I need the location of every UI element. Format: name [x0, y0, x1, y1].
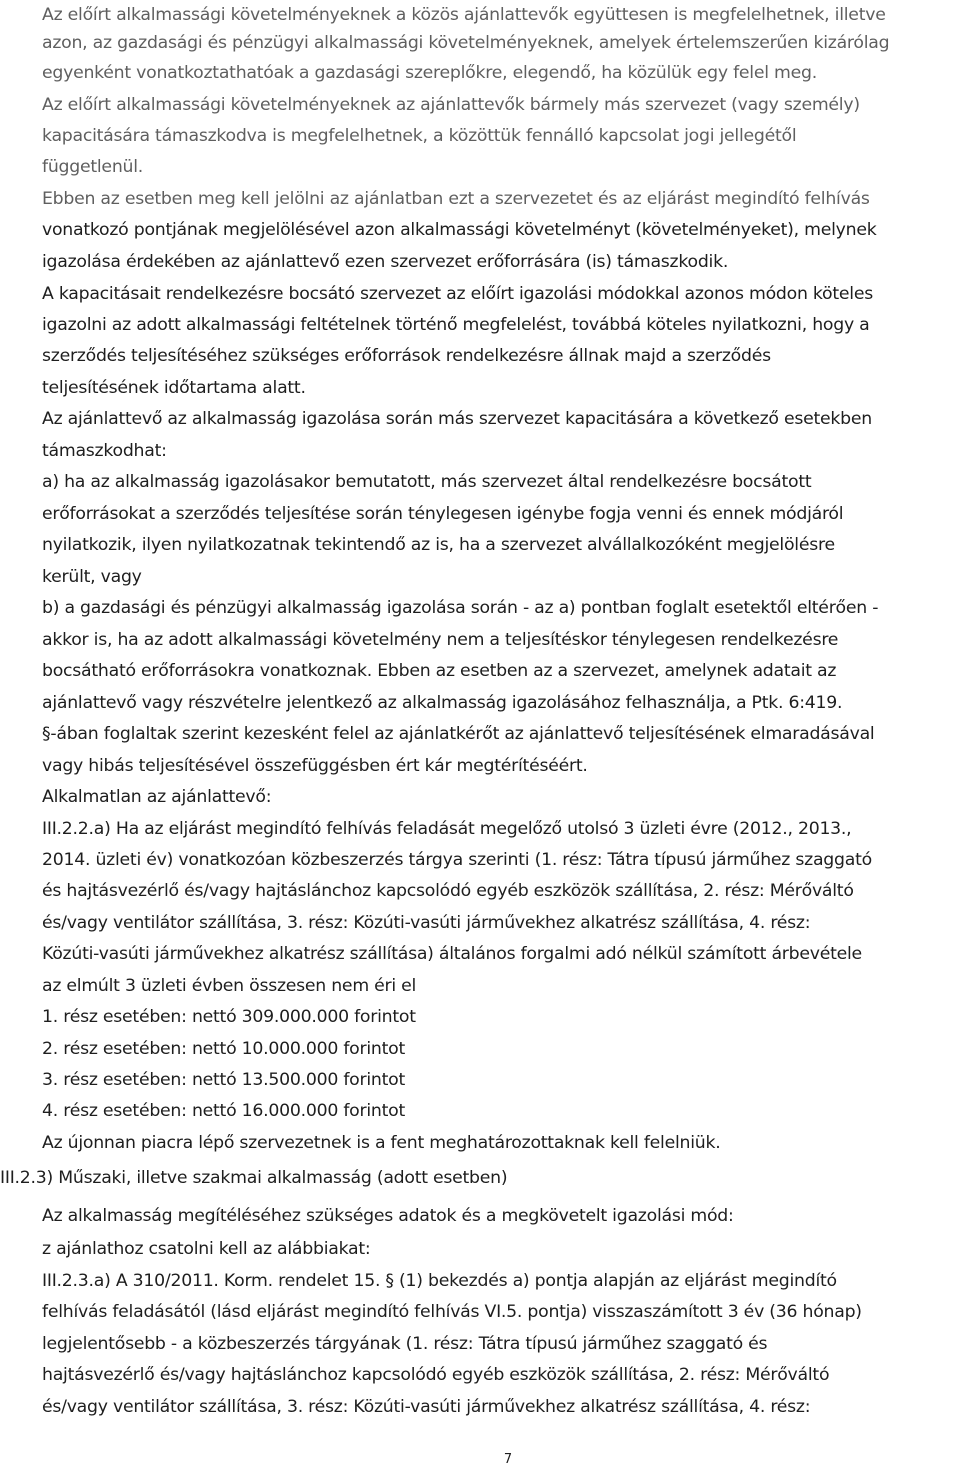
text-line: legjelentősebb - a közbeszerzés tárgyának (1. rész: Tátra típusú járműhez szaggató és [42, 1334, 768, 1354]
text-line: Az újonnan piacra lépő szervezetnek is a fent meghatározottaknak kell felelniük. [42, 1133, 721, 1153]
text-line: 4. rész esetében: nettó 16.000.000 forintot [42, 1101, 405, 1121]
text-line: z ajánlathoz csatolni kell az alábbiakat: [42, 1239, 371, 1259]
text-line: Az előírt alkalmassági követelményeknek az ajánlattevők bármely más szervezet (vagy személy) [42, 95, 860, 115]
text-line: az elmúlt 3 üzleti évben összesen nem éri el [42, 976, 417, 996]
text-line: erőforrásokat a szerződés teljesítése során ténylegesen igénybe fogja venni és ennek módjáról [42, 504, 844, 524]
text-line: 1. rész esetében: nettó 309.000.000 forintot [42, 1007, 416, 1027]
text-line: §-ában foglaltak szerint kezesként felel az ajánlatkérőt az ajánlattevő teljesítésének elmaradásával [42, 724, 875, 744]
text-line: Az előírt alkalmassági követelményeknek a közös ajánlattevők együttesen is megfelelhetnek, illetve [42, 5, 886, 25]
section-heading: III.2.3) Műszaki, illetve szakmai alkalmasság (adott esetben) [0, 1168, 508, 1188]
text-line: III.2.3.a) A 310/2011. Korm. rendelet 15. § (1) bekezdés a) pontja alapján az eljárást megindító [42, 1271, 837, 1291]
text-line: került, vagy [42, 567, 142, 587]
text-line: 3. rész esetében: nettó 13.500.000 forintot [42, 1070, 405, 1090]
text-line: Közúti-vasúti járművekhez alkatrész szállítása) általános forgalmi adó nélkül számított árbevétele [42, 944, 862, 964]
text-line: felhívás feladásától (lásd eljárást megindító felhívás VI.5. pontja) visszaszámított 3 év (36 hónap) [42, 1302, 862, 1322]
text-line: szerződés teljesítéséhez szükséges erőforrások rendelkezésre állnak majd a szerződés [42, 346, 771, 366]
text-line: 2014. üzleti év) vonatkozóan közbeszerzés tárgya szerinti (1. rész: Tátra típusú járműhez szaggató [42, 850, 872, 870]
text-line: azon, az gazdasági és pénzügyi alkalmassági követelményeknek, amelyek értelemszerűen kizárólag [42, 33, 890, 53]
text-line: és/vagy ventilátor szállítása, 3. rész: Közúti-vasúti járművekhez alkatrész szállítása, 4. rész: [42, 913, 811, 933]
text-line: egyenként vonatkoztathatóak a gazdasági szereplőkre, elegendő, ha közülük egy felel meg. [42, 63, 817, 83]
text-line: támaszkodhat: [42, 441, 167, 461]
text-line: és/vagy ventilátor szállítása, 3. rész: Közúti-vasúti járművekhez alkatrész szállítása, 4. rész: [42, 1397, 811, 1417]
text-line: Alkalmatlan az ajánlattevő: [42, 787, 272, 807]
text-line: 2. rész esetében: nettó 10.000.000 forintot [42, 1039, 405, 1059]
text-line: vagy hibás teljesítésével összefüggésben ért kár megtérítéséért. [42, 756, 588, 776]
text-line: akkor is, ha az adott alkalmassági követelmény nem a teljesítéskor ténylegesen rendelkezésre [42, 630, 839, 650]
text-line: a) ha az alkalmasság igazolásakor bemutatott, más szervezet által rendelkezésre bocsátott [42, 472, 812, 492]
text-line: Az ajánlattevő az alkalmasság igazolása során más szervezet kapacitására a következő esetekben [42, 409, 872, 429]
text-line: Az alkalmasság megítéléséhez szükséges adatok és a megkövetelt igazolási mód: [42, 1206, 734, 1226]
text-line: vonatkozó pontjának megjelölésével azon alkalmassági követelményt (követelményeket), melynek [42, 220, 877, 240]
text-line: igazolni az adott alkalmassági feltételnek történő megfelelést, továbbá köteles nyilatkozni, hogy a [42, 315, 870, 335]
text-line: Ebben az esetben meg kell jelölni az ajánlatban ezt a szervezetet és az eljárást megindító felhívás [42, 189, 870, 209]
text-line: igazolása érdekében az ajánlattevő ezen szervezet erőforrására (is) támaszkodik. [42, 252, 729, 272]
text-line: b) a gazdasági és pénzügyi alkalmasság igazolása során - az a) pontban foglalt esetektől eltérően - [42, 598, 879, 618]
text-line: függetlenül. [42, 157, 144, 177]
text-line: bocsátható erőforrásokra vonatkoznak. Ebben az esetben az a szervezet, amelynek adatait az [42, 661, 837, 681]
text-line: és hajtásvezérlő és/vagy hajtáslánchoz kapcsolódó egyéb eszközök szállítása, 2. rész: Mérőváltó [42, 881, 854, 901]
text-line: III.2.2.a) Ha az eljárást megindító felhívás feladását megelőző utolsó 3 üzleti évre (2012., 2013., [42, 819, 852, 839]
text-line: kapacitására támaszkodva is megfelelhetnek, a közöttük fennálló kapcsolat jogi jellegétől [42, 126, 797, 146]
text-line: teljesítésének időtartama alatt. [42, 378, 306, 398]
text-line: ajánlattevő vagy részvételre jelentkező az alkalmasság igazolásához felhasználja, a Ptk. 6:419. [42, 693, 843, 713]
page-number: 7 [503, 1452, 513, 1467]
text-line: A kapacitásait rendelkezésre bocsátó szervezet az előírt igazolási módokkal azonos módon köteles [42, 284, 873, 304]
text-line: hajtásvezérlő és/vagy hajtáslánchoz kapcsolódó egyéb eszközök szállítása, 2. rész: Mérőváltó [42, 1365, 830, 1385]
text-line: nyilatkozik, ilyen nyilatkozatnak tekintendő az is, ha a szervezet alvállalkozóként megjelölésre [42, 535, 835, 555]
